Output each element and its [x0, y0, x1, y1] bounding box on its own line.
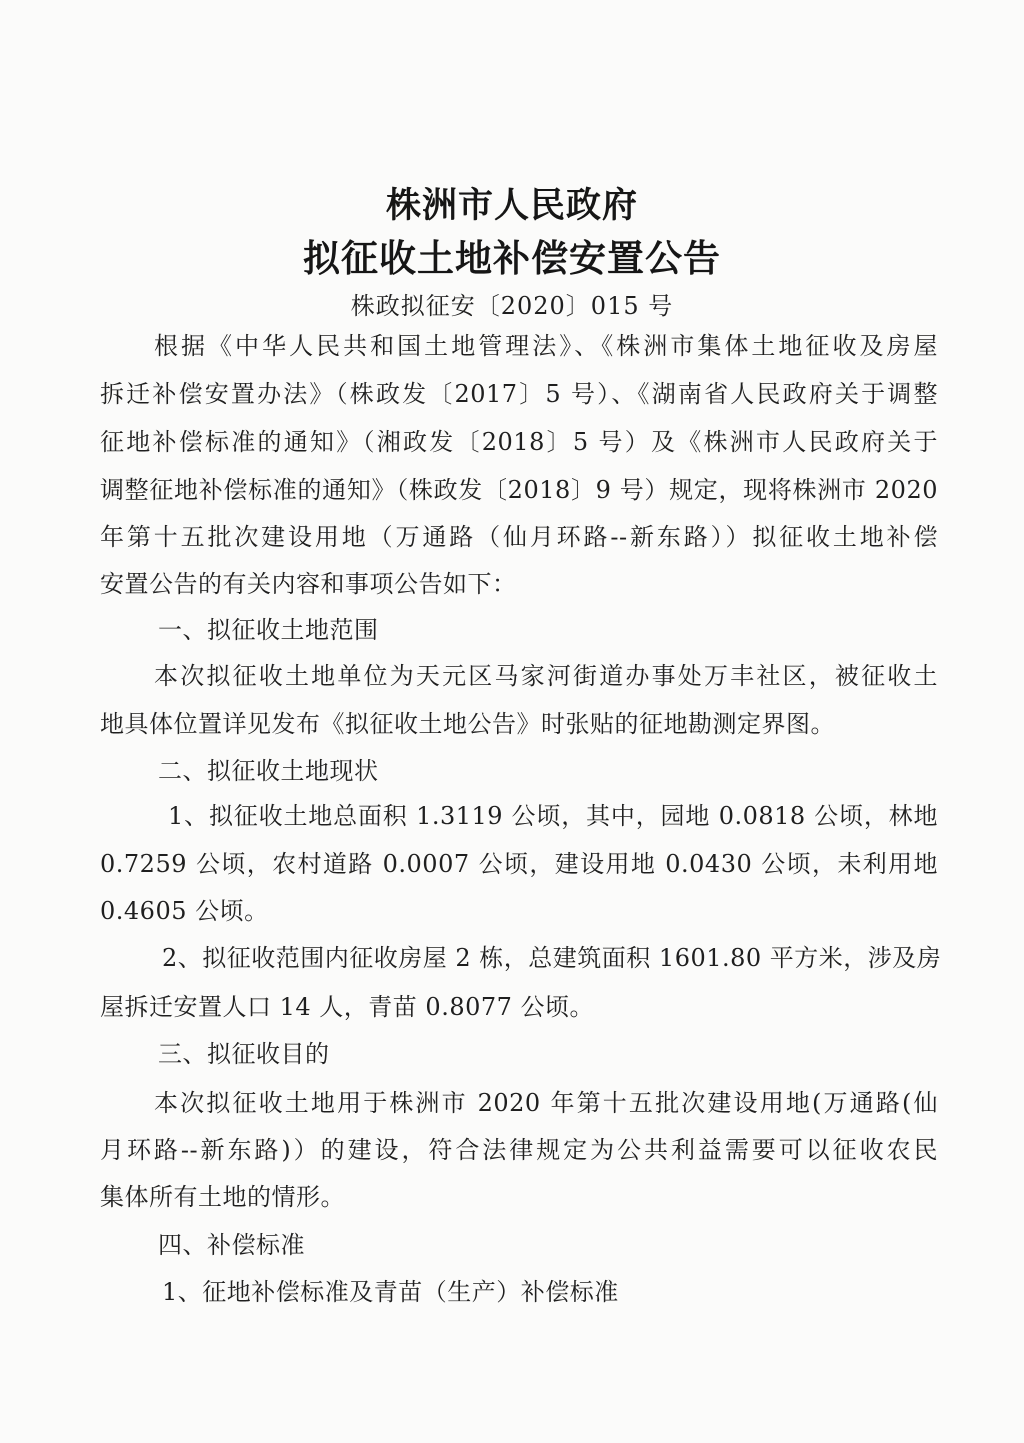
paragraph-line: 0.7259 公顷，农村道路 0.0007 公顷，建设用地 0.0430 公顷，未利用地: [100, 850, 938, 878]
paragraph-line: 年第十五批次建设用地（万通路（仙月环路--新东路））拟征收土地补偿: [100, 523, 938, 551]
paragraph-line: 1、征地补偿标准及青苗（生产）补偿标准: [162, 1278, 619, 1306]
document-number: 株政拟征安〔2020〕015 号: [350, 292, 674, 320]
paragraph-line: 拆迁补偿安置办法》（株政发〔2017〕5 号）、《湖南省人民政府关于调整: [100, 380, 938, 408]
document-title-issuer: 株洲市人民政府: [385, 186, 638, 226]
paragraph-line: 2、拟征收范围内征收房屋 2 栋，总建筑面积 1601.80 平方米，涉及房: [162, 944, 942, 972]
paragraph-line: 屋拆迁安置人口 14 人，青苗 0.8077 公顷。: [100, 993, 595, 1021]
paragraph-line: 征地补偿标准的通知》（湘政发〔2018〕5 号）及《株洲市人民政府关于: [100, 428, 938, 456]
document-title: 拟征收土地补偿安置公告: [303, 237, 721, 280]
paragraph-line: 月环路--新东路)）的建设，符合法律规定为公共利益需要可以征收农民: [100, 1136, 938, 1164]
section-heading-status: 二、拟征收土地现状: [158, 757, 379, 785]
section-heading-scope: 一、拟征收土地范围: [158, 616, 379, 644]
paragraph-line: 集体所有土地的情形。: [100, 1183, 345, 1211]
paragraph-line: 地具体位置详见发布《拟征收土地公告》时张贴的征地勘测定界图。: [100, 710, 835, 738]
paragraph-line: 0.4605 公顷。: [100, 897, 269, 925]
paragraph-line: 调整征地补偿标准的通知》（株政发〔2018〕9 号）规定，现将株洲市 2020: [100, 476, 938, 504]
paragraph-line: 本次拟征收土地用于株洲市 2020 年第十五批次建设用地(万通路(仙: [154, 1089, 938, 1117]
section-heading-purpose: 三、拟征收目的: [158, 1040, 330, 1068]
paragraph-line: 根据《中华人民共和国土地管理法》、《株洲市集体土地征收及房屋: [154, 332, 938, 360]
paragraph-line: 本次拟征收土地单位为天元区马家河街道办事处万丰社区，被征收土: [154, 662, 938, 690]
paragraph-line: 1、拟征收土地总面积 1.3119 公顷，其中，园地 0.0818 公顷，林地: [168, 802, 938, 830]
section-heading-compensation: 四、补偿标准: [158, 1231, 305, 1259]
paragraph-line: 安置公告的有关内容和事项公告如下：: [100, 570, 517, 598]
